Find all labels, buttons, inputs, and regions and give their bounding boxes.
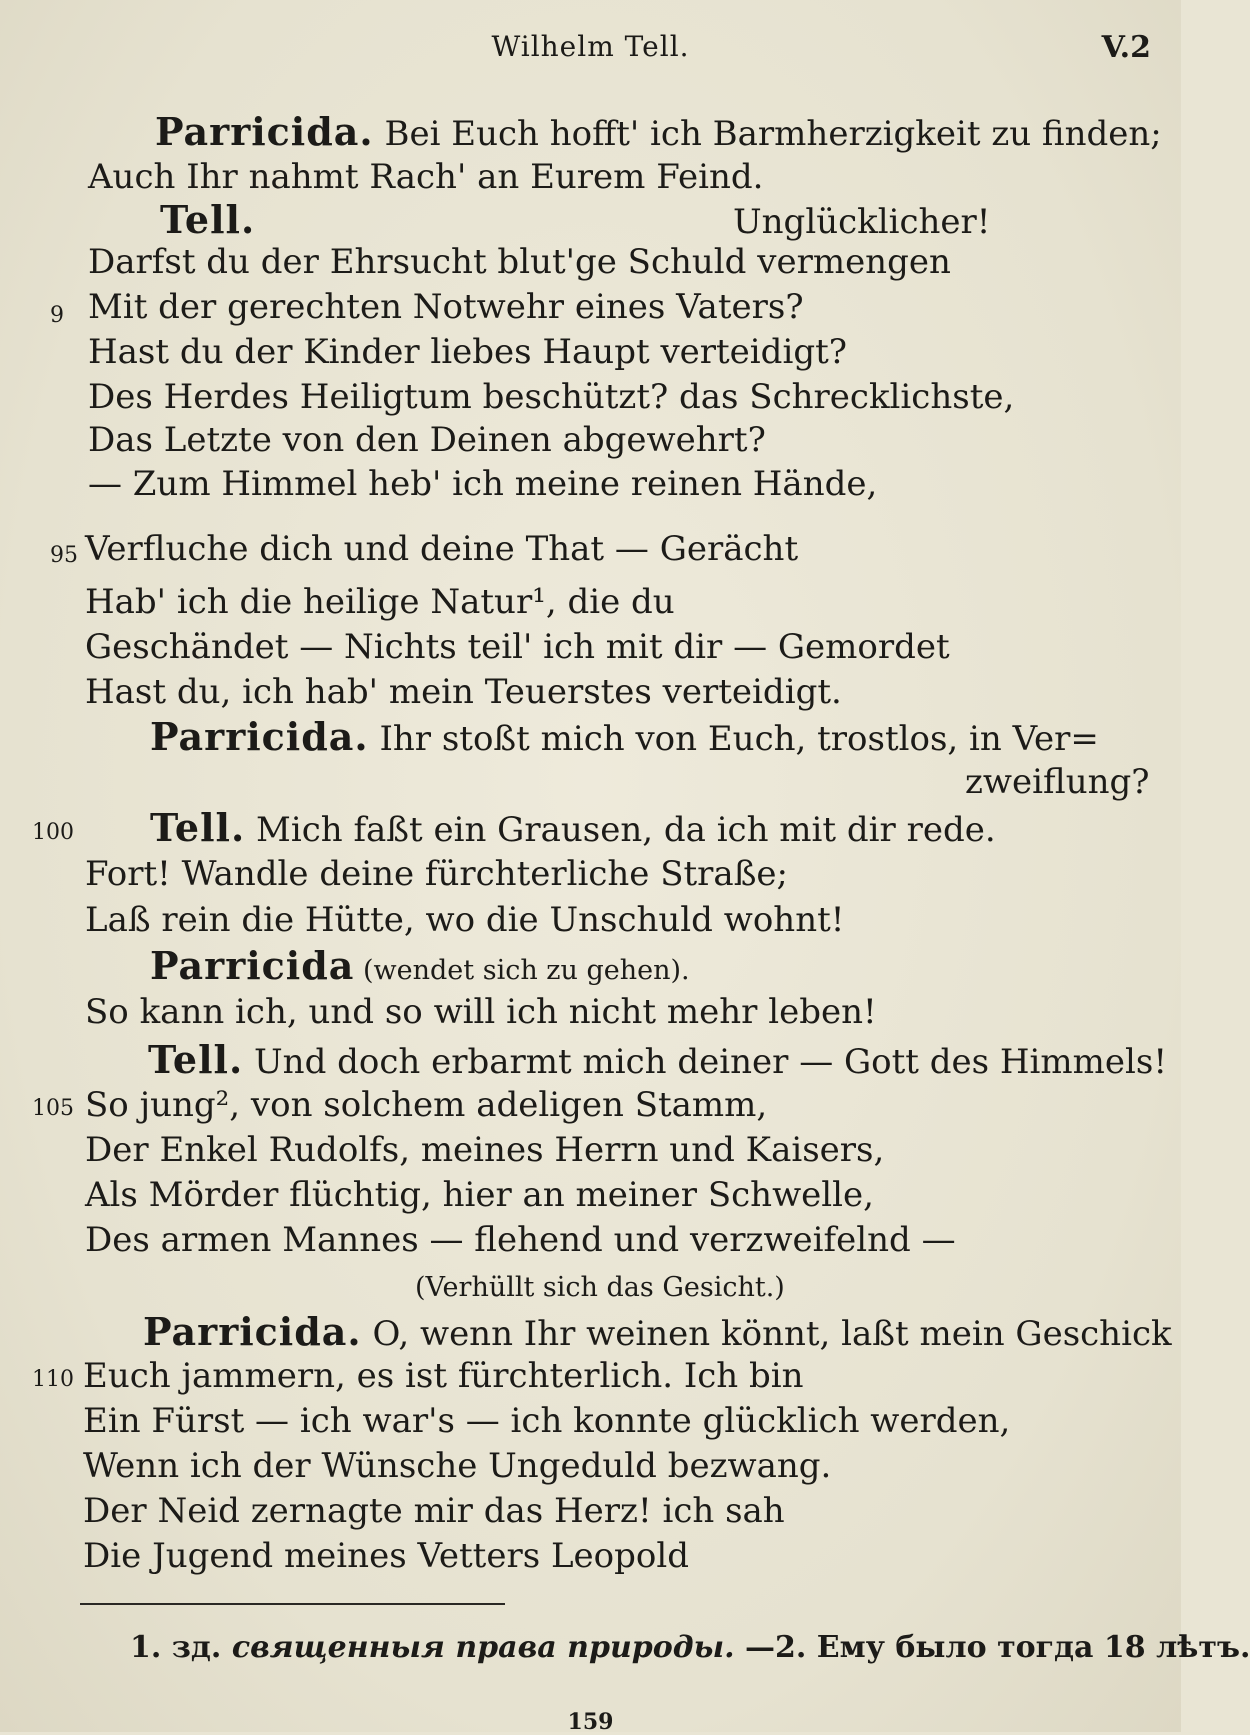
verse-line: Tell. Mich faßt ein Grausen, da ich mit dir rede. [150,805,996,850]
verse-line: Wenn ich der Wünsche Ungeduld bezwang. [83,1446,832,1486]
verse-line: So jung², von solchem adeligen Stamm, [85,1085,768,1125]
verse-line: Fort! Wandle deine fürchterliche Straße; [85,854,788,894]
line-number: 9 [50,303,64,328]
page-number: 159 [567,1709,614,1735]
speaker-name: Parricida. [150,714,369,759]
verse-line: Der Enkel Rudolfs, meines Herrn und Kaisers, [85,1130,885,1170]
verse-line: Laß rein die Hütte, wo die Unschuld wohnt! [85,900,845,940]
verse-line [160,198,255,244]
line-number: 95 [50,543,78,568]
verse-line: Darfst du der Ehrsucht blut'ge Schuld vermengen [88,242,951,282]
verse-line: Parricida. Bei Euch hofft' ich Barmherzigkeit zu finden; [155,109,1162,154]
verse-line: Euch jammern, es ist fürchterlich. Ich bin [83,1356,804,1396]
verse-line: Unglücklicher! [733,202,991,242]
footnote: 1. зд. священныя права природы. —2. Ему было тогда 18 лѣтъ. [130,1630,1250,1665]
verse-line: Mit der gerechten Notwehr eines Vaters? [88,287,804,327]
verse-line: Des armen Mannes — flehend und verzweifelnd — [85,1220,956,1260]
speaker-name: Tell. [148,1037,244,1082]
verse-line: Tell. Und doch erbarmt mich deiner — Gott des Himmels! [148,1037,1168,1082]
verse-line: Geschändet — Nichts teil' ich mit dir — Gemordet [85,627,950,667]
verse-line: — Zum Himmel heb' ich meine reinen Hände, [88,464,878,504]
stage-direction: (Verhüllt sich das Gesicht.) [415,1272,785,1303]
act-scene-marker: V.2 [1101,30,1151,65]
verse-line: Parricida. Ihr stoßt mich von Euch, trostlos, in Ver= [150,714,1099,759]
running-head-title: Wilhelm Tell. [491,30,690,63]
speaker-name: Parricida. [155,109,374,154]
verse-line: Das Letzte von den Deinen abgewehrt? [88,420,766,460]
verse-line: Der Neid zernagte mir das Herz! ich sah [83,1491,785,1531]
speaker-name: Parricida [150,943,355,988]
verse-line [150,944,690,993]
verse-line: Hast du der Kinder liebes Haupt verteidigt? [88,332,847,372]
verse-line: Parricida. O, wenn Ihr weinen könnt, laßt mein Geschick [143,1309,1172,1354]
verse-line: Die Jugend meines Vetters Leopold [83,1536,690,1576]
line-number: 105 [32,1096,74,1121]
line-number: 100 [32,820,74,845]
verse-line: Des Herdes Heiligtum beschützt? das Schrecklichste, [88,377,1015,417]
footnote-divider [80,1603,505,1605]
verse-line: Ein Fürst — ich war's — ich konnte glücklich werden, [83,1401,1011,1441]
verse-line: zweiflung? [965,762,1150,802]
stage-direction: (wendet sich zu gehen). [354,955,690,986]
verse-line: So kann ich, und so will ich nicht mehr leben! [85,992,877,1032]
line-number: 110 [32,1367,74,1392]
speaker-name: Parricida. [143,1309,362,1354]
speaker-name: Tell. [160,197,256,242]
speaker-name: Tell. [150,805,246,850]
verse-line: Hab' ich die heilige Natur¹, die du [85,582,675,622]
verse-line: Hast du, ich hab' mein Teuerstes verteidigt. [85,672,842,712]
verse-line: Als Mörder flüchtig, hier an meiner Schwelle, [85,1175,874,1215]
verse-line: Auch Ihr nahmt Rach' an Eurem Feind. [88,157,764,197]
verse-line: Verfluche dich und deine That — Gerächt [85,529,799,569]
